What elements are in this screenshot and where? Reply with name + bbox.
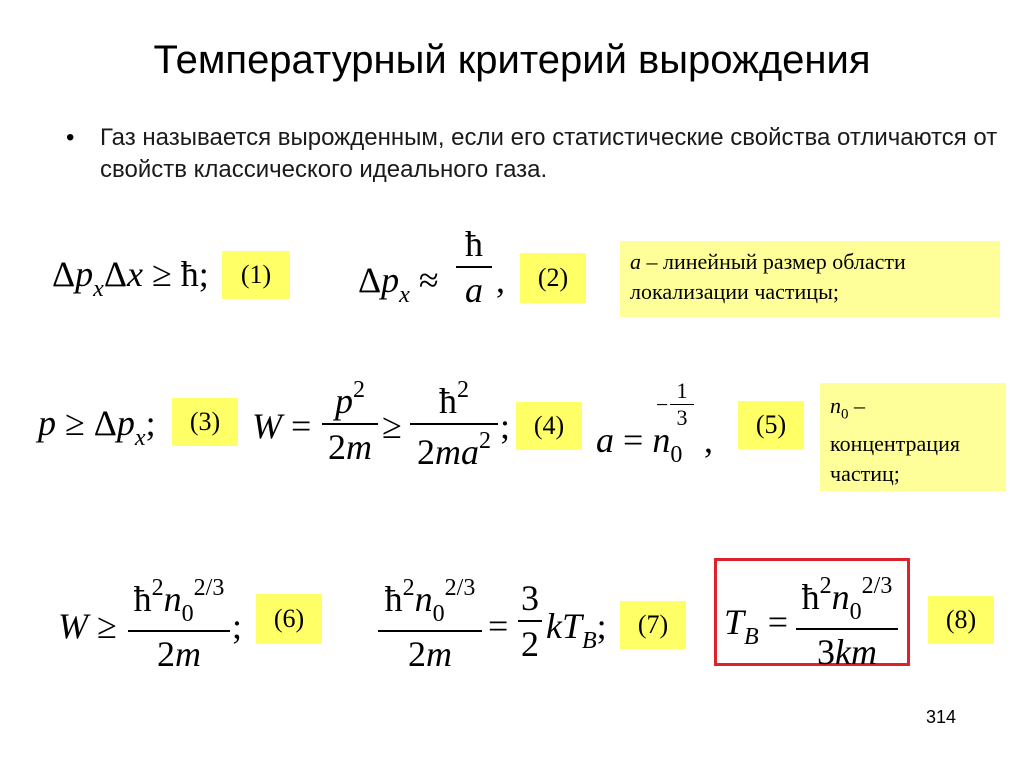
- formula-7-fraction-1: $ħ^2n_0^{2/3}$ 2m: [378, 576, 482, 672]
- definition-text: Газ называется вырожденным, если его статистические свойства отличаются от свойств классического идеального газа.: [100, 124, 998, 183]
- formula-7-rhs: $kT_B$;: [546, 606, 607, 654]
- tag-6: (6): [256, 594, 322, 644]
- note-n0-subscript: 0: [841, 406, 849, 423]
- formula-3: $p \ge \Delta p_x$;: [38, 403, 156, 451]
- tag-1: (1): [222, 251, 290, 299]
- tag-8: (8): [928, 596, 994, 644]
- formula-4-fraction-1: $p^2$ 2m: [322, 378, 378, 465]
- tag-5: (5): [738, 401, 804, 449]
- formula-2-fraction: ħ a: [456, 226, 492, 308]
- tag-7: (7): [620, 601, 686, 649]
- tag-2: (2): [520, 253, 586, 303]
- formula-6-semicolon: ;: [232, 606, 243, 646]
- slide-title: Температурный критерий вырождения: [153, 38, 871, 82]
- formula-4-ge: ≥: [382, 406, 402, 446]
- formula-2-lhs: $\Delta p_x$ ≈: [358, 260, 439, 308]
- formula-8-lhs: $T_B$ =: [724, 602, 789, 650]
- note-a-text: – линейный размер области локализации частицы;: [630, 249, 906, 304]
- tag-4: (4): [516, 402, 582, 450]
- formula-8-fraction: $ħ^2n_0^{2/3}$ 3km: [796, 574, 898, 670]
- formula-5: $a = n_0$: [596, 420, 683, 468]
- formula-5-comma: ,: [704, 420, 713, 460]
- formula-4-semicolon: ;: [500, 406, 511, 446]
- formula-6-fraction: $ħ^2n_0^{2/3}$ 2m: [128, 576, 230, 672]
- formula-4-lhs: W =: [252, 406, 312, 446]
- formula-4-fraction-2: $ħ^2$ $2ma^2$: [410, 378, 498, 470]
- formula-1: $\Delta p_x\Delta x$ ≥ ħ;: [52, 254, 209, 302]
- tag-3: (3): [172, 398, 238, 446]
- note-n0-definition: [820, 383, 1006, 491]
- formula-2-comma: ,: [496, 260, 505, 300]
- formula-7-fraction-2: 3 2: [518, 580, 542, 662]
- formula-7-eq: =: [488, 606, 509, 646]
- note-a-variable: a: [630, 249, 641, 274]
- note-n0-text: – концентрация частиц;: [830, 393, 960, 487]
- bullet-marker: •: [66, 124, 75, 151]
- formula-6-lhs: W ≥: [58, 606, 117, 646]
- page-number: 314: [926, 707, 957, 727]
- formula-5-exponent: − 1 3: [670, 380, 694, 429]
- note-n0-variable: n: [830, 393, 841, 418]
- note-a-definition: [620, 241, 1000, 317]
